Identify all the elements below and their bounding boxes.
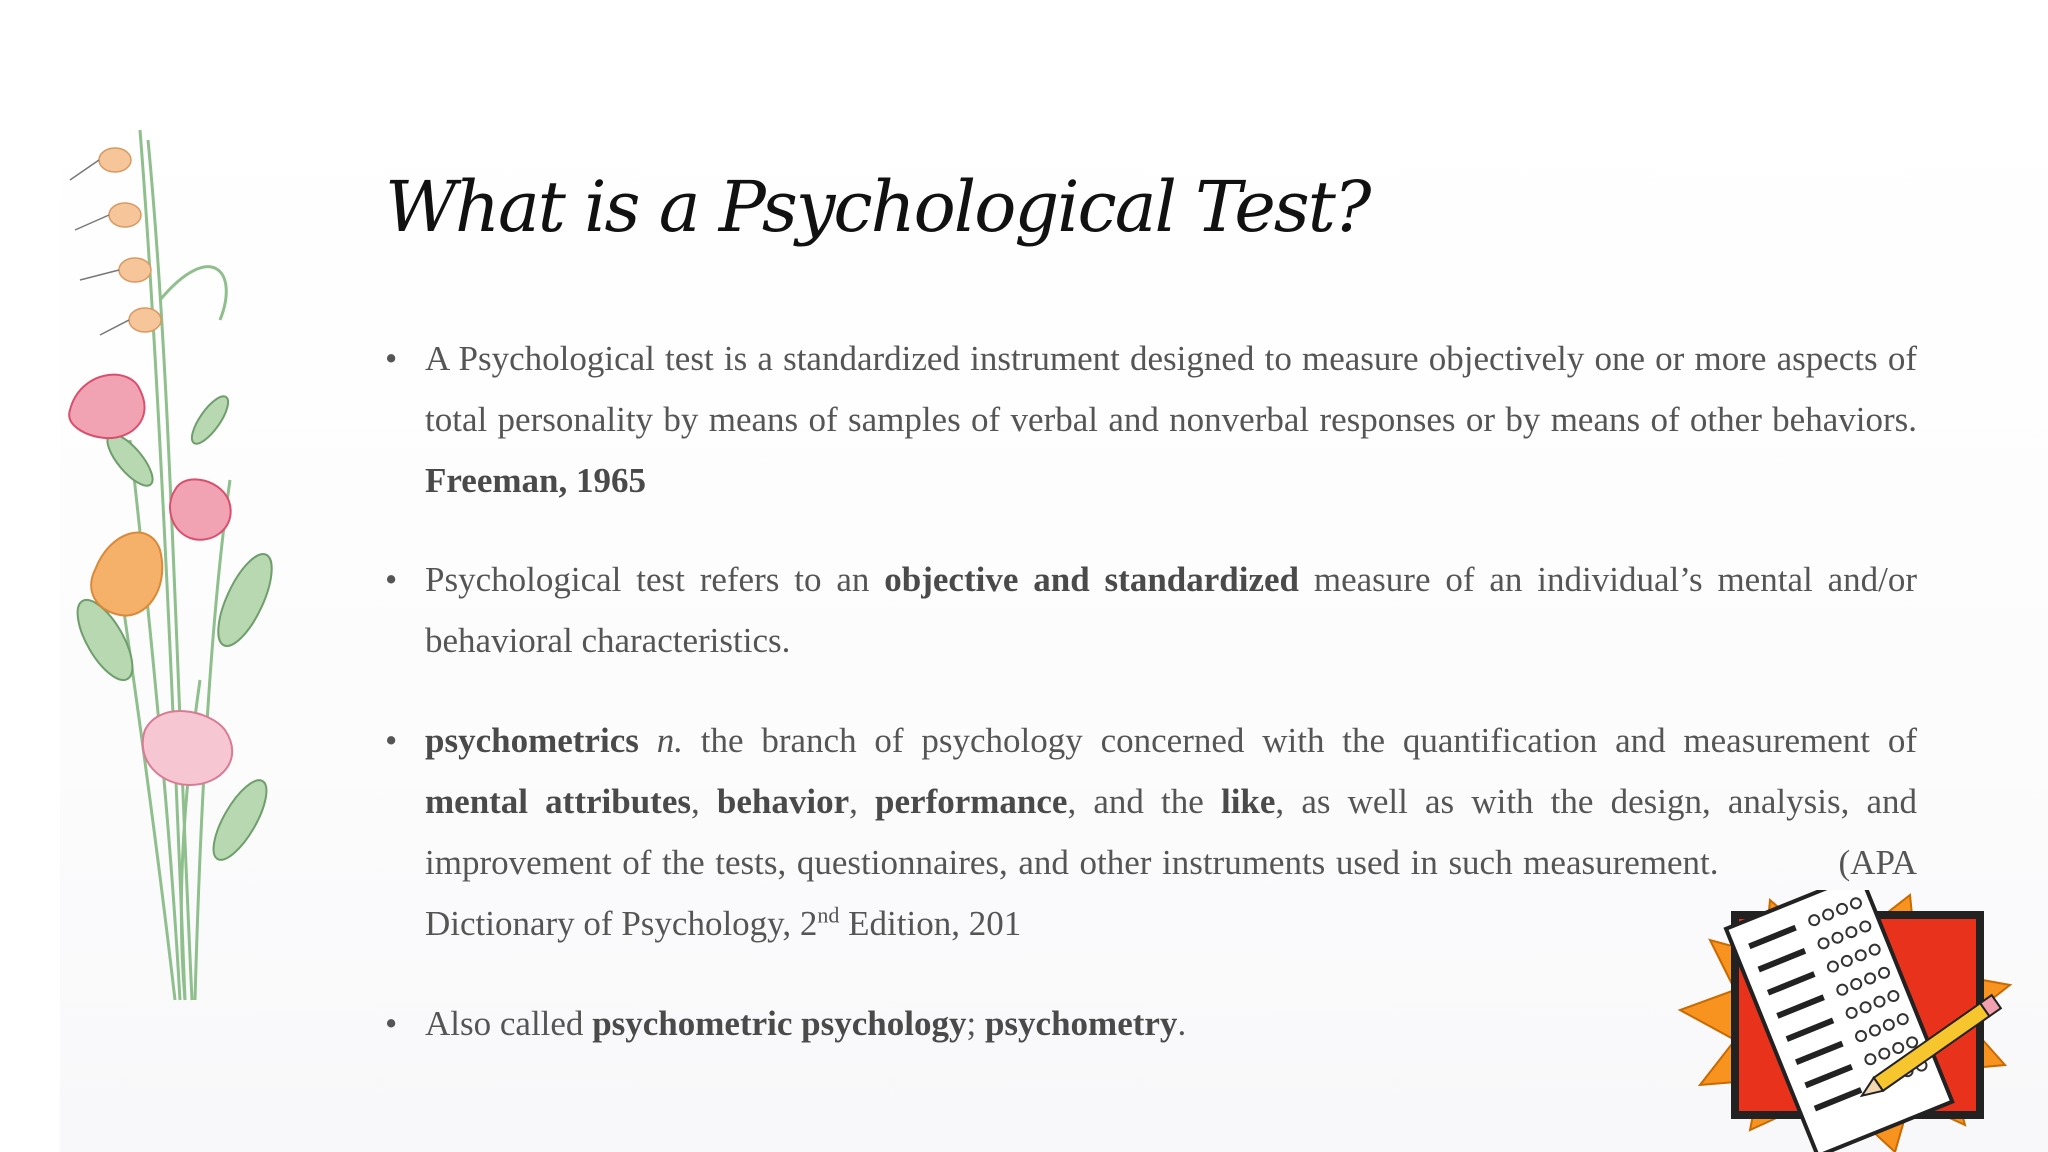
bullet-text (425, 549, 1917, 671)
bullet-text-part: , and the (1067, 782, 1204, 821)
bold-term: objective and standardized (884, 560, 1300, 599)
bullet-text-part: Also called (425, 1004, 584, 1043)
bullet-item-definition-freeman (385, 328, 1917, 511)
separator: ; (966, 1004, 977, 1043)
separator: . (1177, 1004, 1187, 1043)
bullet-item-objective-measure (385, 549, 1917, 671)
defined-term: psychometrics (425, 721, 639, 760)
bold-term: performance (875, 782, 1068, 821)
bullet-text-part: A Psychological test is a standardized instrument designed to measure objectively one or more aspects of total personality by means of samples of verbal and nonverbal responses or by means of other behaviors. (425, 339, 1917, 439)
bullet-text-part: , as well as with the design, analysis, and improvement of the tests, questionnaires, and other instruments used in such measurement. (425, 782, 1918, 882)
bullet-marker: • (385, 560, 398, 599)
bold-term: mental attributes (425, 782, 691, 821)
bullet-marker: • (385, 1004, 398, 1043)
bullet-marker: • (385, 721, 398, 760)
source-citation: (APA Dictionary of Psychology, 2nd Edition, 201 (425, 843, 1917, 943)
floral-bouquet-illustration (60, 120, 330, 1020)
citation: Freeman, 1965 (425, 461, 646, 500)
bullet-text-part: Psychological test refers to an (425, 560, 870, 599)
separator: , (849, 782, 858, 821)
part-of-speech: n. (656, 721, 683, 760)
bullet-text-part: the branch of psychology concerned with the quantification and measurement of (700, 721, 1917, 760)
bold-term: like (1220, 782, 1276, 821)
separator: , (691, 782, 700, 821)
test-answer-sheet-icon (1665, 890, 2015, 1152)
bullet-marker: • (385, 339, 398, 378)
bullet-text (425, 328, 1917, 511)
bold-term: psychometry (984, 1004, 1178, 1043)
bold-term: behavior (716, 782, 850, 821)
bold-term: psychometric psychology (592, 1004, 967, 1043)
slide-title: What is a Psychological Test? (385, 166, 1370, 248)
bullet-text-part: measure of an individual’s mental and/or behavioral characteristics. (425, 560, 1917, 660)
